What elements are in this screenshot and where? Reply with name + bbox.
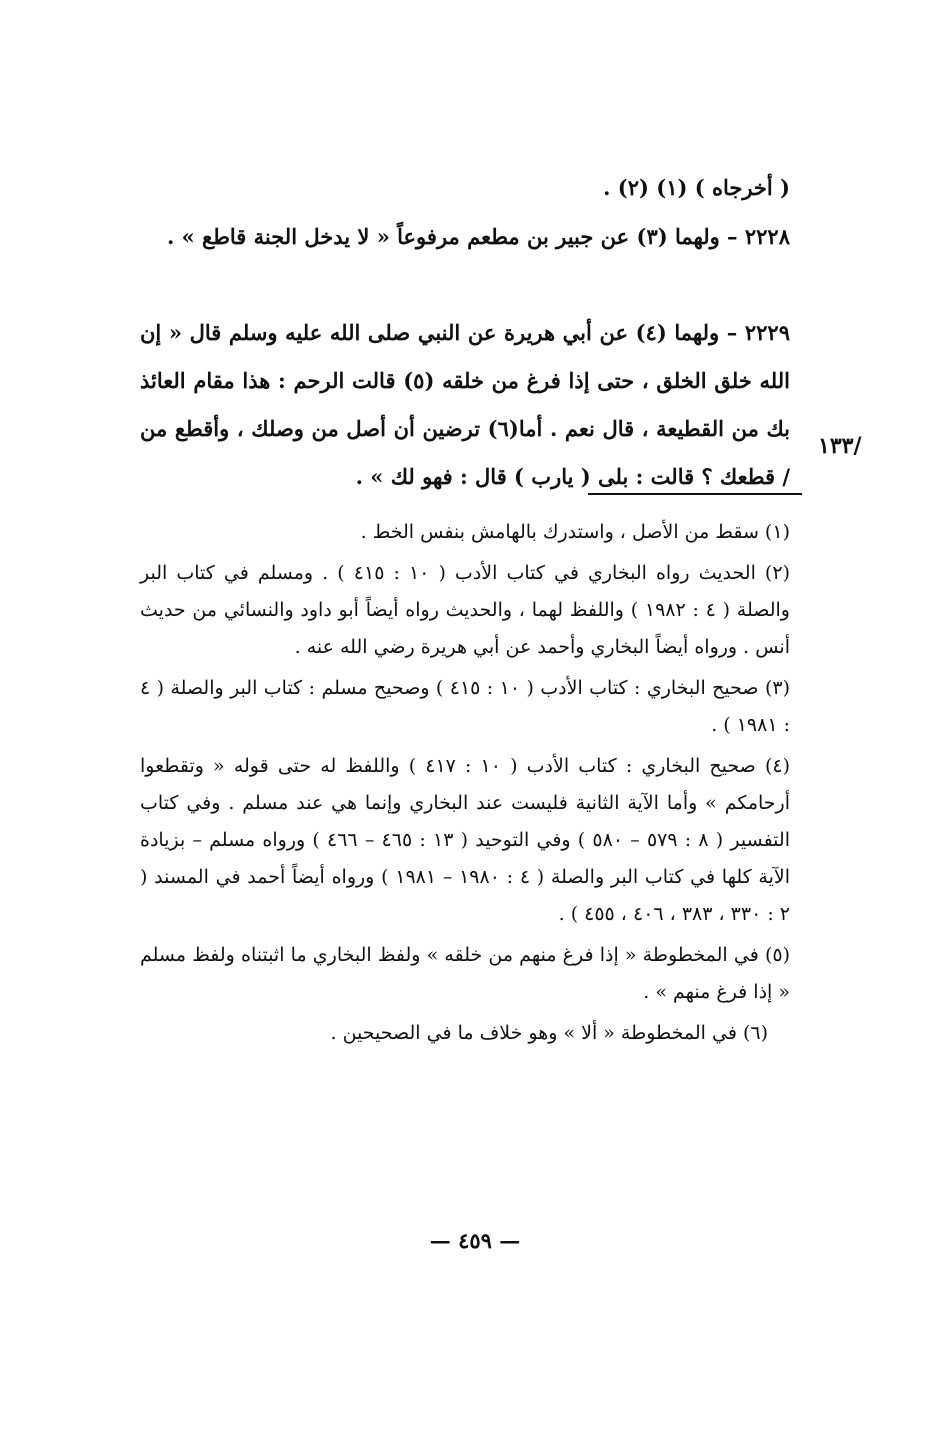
footnote-1: (١) سقط من الأصل ، واستدرك بالهامش بنفس الخط .	[360, 521, 790, 543]
footnote-6: (٦) في المخطوطة « ألا » وهو خلاف ما في الصحيحين .	[330, 1022, 768, 1044]
footnote-5: (٥) في المخطوطة « إذا فرغ منهم من خلقه » ولفظ البخاري ما اثبتناه ولفظ مسلم « إذا فرغ منهم » .	[140, 944, 790, 1003]
hadith-2229: ٢٢٢٩ – ولهما (٤) عن أبي هريرة عن النبي صلى الله عليه وسلم قال « إن الله خلق الخلق ، حتى إذا فرغ من خلقه (٥) قالت الرحم : هذا مقام العائذ بك من القطيعة ، قال نعم . أما(٦) ترضين أن أصل من وصلك ، وأقطع من / قطعك ؟ قالت : بلى ( يارب ) قال : فهو لك » .	[140, 320, 791, 489]
footnote-2: (٢) الحديث رواه البخاري في كتاب الأدب ( ١٠ : ٤١٥ ) . ومسلم في كتاب البر والصلة ( ٤ : ١٩٨٢ ) واللفظ لهما ، والحديث رواه أيضاً أبو داود والنسائي من حديث أنس . ورواه أيضاً البخاري وأحمد عن أبي هريرة رضي الله عنه .	[140, 562, 790, 658]
margin-folio-reference: /١٣٣	[818, 433, 862, 459]
footnotes	[140, 514, 790, 1056]
main-text-line: ( أخرجاه ) (١) (٢) .	[603, 175, 790, 200]
hadith-2228: ٢٢٢٨ – ولهما (٣) عن جبير بن مطعم مرفوعاً « لا يدخل الجنة قاطع » .	[166, 224, 790, 249]
page-number: — ٤٥٩ —	[429, 1228, 521, 1253]
footnote-3: (٣) صحيح البخاري : كتاب الأدب ( ١٠ : ٤١٥ ) وصحيح مسلم : كتاب البر والصلة ( ٤ : ١٩٨١ ) .	[140, 677, 791, 736]
footnote-divider	[588, 493, 802, 495]
footnote-4: (٤) صحيح البخاري : كتاب الأدب ( ١٠ : ٤١٧ ) واللفظ له حتى قوله « وتقطعوا أرحامكم » وأما الآية الثانية فليست عند البخاري وإنما هي عند مسلم . وفي كتاب التفسير ( ٨ : ٥٧٩ – ٥٨٠ ) وفي التوحيد ( ١٣ : ٤٦٥ – ٤٦٦ ) ورواه مسلم – بزيادة الآية كلها في كتاب البر والصلة ( ٤ : ١٩٨٠ – ١٩٨١ ) ورواه أيضاً أحمد في المسند ( ٢ : ٣٣٠ ، ٣٨٣ ، ٤٠٦ ، ٤٥٥ ) .	[140, 755, 790, 925]
